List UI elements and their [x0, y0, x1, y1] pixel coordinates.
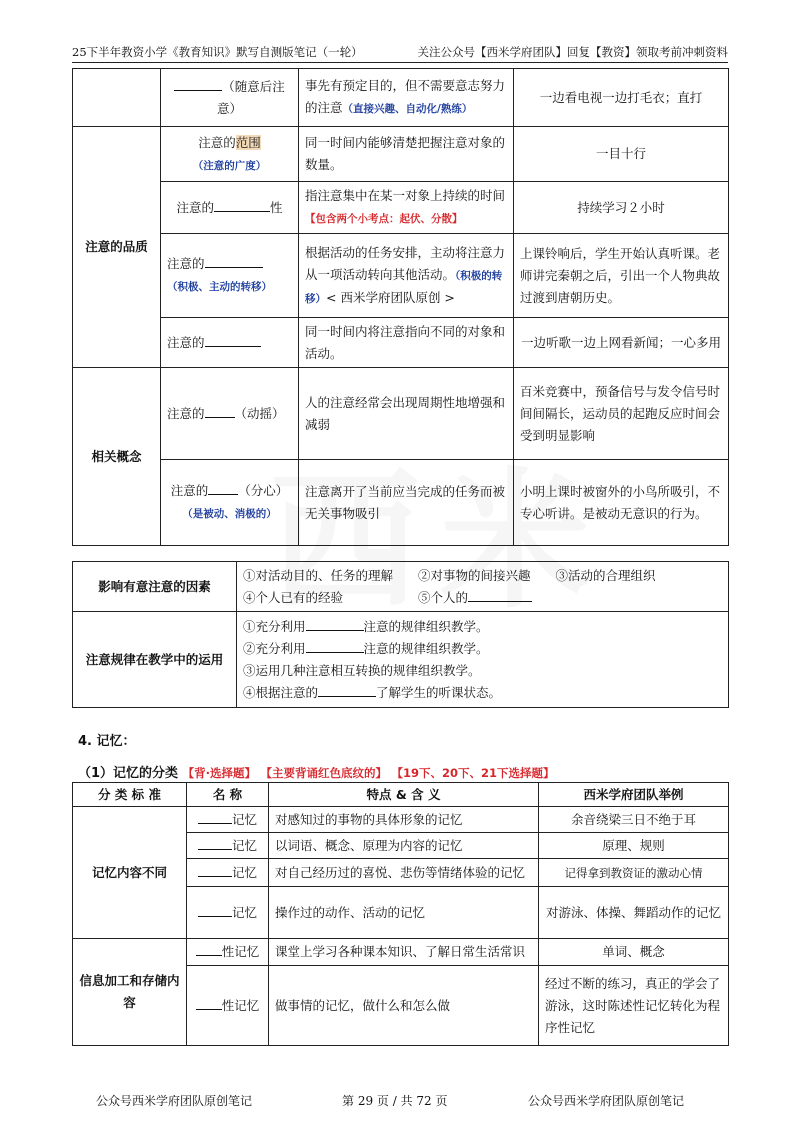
column-header: 特点 & 含 义	[269, 783, 539, 807]
factors-label: 影响有意注意的因素	[73, 562, 237, 612]
example-cell: 一边看电视一边打毛衣；直打	[514, 69, 729, 127]
example-cell: 对游泳、体操、舞蹈动作的记忆	[539, 887, 729, 939]
fill-blank	[198, 811, 232, 824]
example-cell: 上课铃响后，学生开始认真听课。老师讲完秦朝之后，引出一个人物典故过渡到唐朝历史。	[514, 234, 729, 318]
column-header: 名 称	[187, 783, 269, 807]
example-cell: 记得拿到教资证的激动心情	[539, 859, 729, 887]
feature-cell: 指注意集中在某一对象上持续的时间 【包含两个小考点：起伏、分散】	[299, 182, 514, 234]
example-cell: 一边听歌一边上网看新闻；一心多用	[514, 318, 729, 368]
fill-blank	[306, 640, 364, 653]
tag: 【背·选择题】	[182, 766, 256, 780]
fill-blank	[318, 684, 376, 697]
table-row	[73, 318, 729, 368]
term-cell: 记忆	[187, 833, 269, 859]
fill-blank	[198, 837, 232, 850]
section-title: 4. 记忆：	[78, 734, 136, 749]
header-left: 25下半年教资小学《教育知识》默写自测版笔记（一轮）	[72, 45, 363, 59]
example-cell: 单词、概念	[539, 939, 729, 966]
term-cell: 注意的 （动摇）	[161, 368, 299, 460]
example-cell: 持续学习２小时	[514, 182, 729, 234]
apply-label: 注意规律在教学中的运用	[73, 612, 237, 708]
tag: 【19下、20下、21下选择题】	[391, 766, 555, 780]
feature-cell: 对感知过的事物的具体形象的记忆	[269, 807, 539, 833]
factors-cell: ①对活动目的、任务的理解 ②对事物的间接兴趣 ③活动的合理组织 ④个人已有的经验 ⑤个人的	[237, 562, 729, 612]
group-label: 相关概念	[73, 368, 161, 546]
example-cell: 经过不断的练习，真正的学会了游泳，这时陈述性记忆转化为程序性记忆	[539, 966, 729, 1046]
page-header	[72, 40, 728, 63]
feature-cell: 事先有预定目的，但不需要意志努力的注意（直接兴趣、自动化/熟练）	[299, 69, 514, 127]
page-number: 第 29 页 / 共 72 页	[342, 1094, 448, 1108]
term-cell: 注意的	[161, 318, 299, 368]
table-row	[73, 460, 729, 546]
term-cell: 性记忆	[187, 939, 269, 966]
column-header: 西米学府团队举例	[539, 783, 729, 807]
fill-blank	[468, 589, 532, 602]
feature-cell: 操作过的动作、活动的记忆	[269, 887, 539, 939]
table-row	[73, 612, 729, 708]
fill-blank	[205, 405, 235, 418]
feature-cell: 以词语、概念、原理为内容的记忆	[269, 833, 539, 859]
tag: 【主要背诵红色底纹的】	[260, 766, 387, 780]
example-cell: 小明上课时被窗外的小鸟所吸引，不专心听讲。是被动无意识的行为。	[514, 460, 729, 546]
feature-cell: 同一时间内将注意指向不同的对象和活动。	[299, 318, 514, 368]
feature-cell: 根据活动的任务安排，主动将注意力从一项活动转向其他活动。（积极的转移）< 西米学府团队原创 >	[299, 234, 514, 318]
table-row	[73, 368, 729, 460]
term-cell: 注意的 （积极、主动的转移）	[161, 234, 299, 318]
feature-cell: 注意离开了当前应当完成的任务而被无关事物吸引	[299, 460, 514, 546]
table-row	[73, 127, 729, 182]
footer-left: 公众号西米学府团队原创笔记	[96, 1094, 253, 1108]
group-label: 注意的品质	[73, 127, 161, 368]
feature-cell: 课堂上学习各种课本知识、了解日常生活常识	[269, 939, 539, 966]
column-header: 分 类 标 准	[73, 783, 187, 807]
highlight: 范围	[235, 134, 261, 150]
example-cell: 原理、规则	[539, 833, 729, 859]
fill-blank	[196, 997, 222, 1010]
term-cell: 记忆	[187, 859, 269, 887]
feature-cell: 同一时间内能够清楚把握注意对象的数量。	[299, 127, 514, 182]
term-cell: （随意后注意）	[161, 69, 299, 127]
fill-blank	[205, 255, 263, 268]
memory-table	[72, 782, 729, 1046]
attention-factors-table	[72, 561, 729, 708]
table-row	[73, 69, 729, 127]
header-right: 关注公众号【西米学府团队】回复【教资】领取考前冲刺资料	[417, 45, 728, 59]
fill-blank	[208, 482, 238, 495]
fill-blank	[198, 904, 232, 917]
table-row	[73, 234, 729, 318]
table-row	[73, 182, 729, 234]
feature-cell: 人的注意经常会出现周期性地增强和减弱	[299, 368, 514, 460]
table-row	[73, 807, 729, 833]
example-cell: 一目十行	[514, 127, 729, 182]
fill-blank	[306, 618, 364, 631]
term-cell: 注意的 （分心） （是被动、消极的）	[161, 460, 299, 546]
apply-cell: ①充分利用 注意的规律组织教学。 ②充分利用 注意的规律组织教学。 ③运用几种注意相互转换的规律组织教学。 ④根据注意的 了解学生的听课状态。	[237, 612, 729, 708]
fill-blank	[174, 78, 222, 91]
attention-table	[72, 68, 729, 546]
example-cell: 余音绕梁三日不绝于耳	[539, 807, 729, 833]
fill-blank	[198, 864, 232, 877]
table-header-row	[73, 783, 729, 807]
term-cell: 性记忆	[187, 966, 269, 1046]
subsection-title: （1）记忆的分类 【背·选择题】 【主要背诵红色底纹的】 【19下、20下、21下选择题】	[78, 766, 555, 781]
fill-blank	[214, 199, 270, 212]
fill-blank	[196, 943, 222, 956]
example-cell: 百米竞赛中，预备信号与发令信号时间间隔长，运动员的起跑反应时间会受到明显影响	[514, 368, 729, 460]
fill-blank	[205, 334, 261, 347]
feature-cell: 对自己经历过的喜悦、悲伤等情绪体验的记忆	[269, 859, 539, 887]
table-row	[73, 562, 729, 612]
feature-cell: 做事情的记忆，做什么和怎么做	[269, 966, 539, 1046]
term-cell: 注意的 性	[161, 182, 299, 234]
table-row	[73, 939, 729, 966]
group-label: 信息加工和存储内容	[73, 939, 187, 1046]
footer-right: 公众号西米学府团队原创笔记	[528, 1094, 685, 1108]
term-cell: 记忆	[187, 807, 269, 833]
term-cell: 记忆	[187, 887, 269, 939]
group-label: 记忆内容不同	[73, 807, 187, 939]
term-cell: 注意的范围 （注意的广度）	[161, 127, 299, 182]
